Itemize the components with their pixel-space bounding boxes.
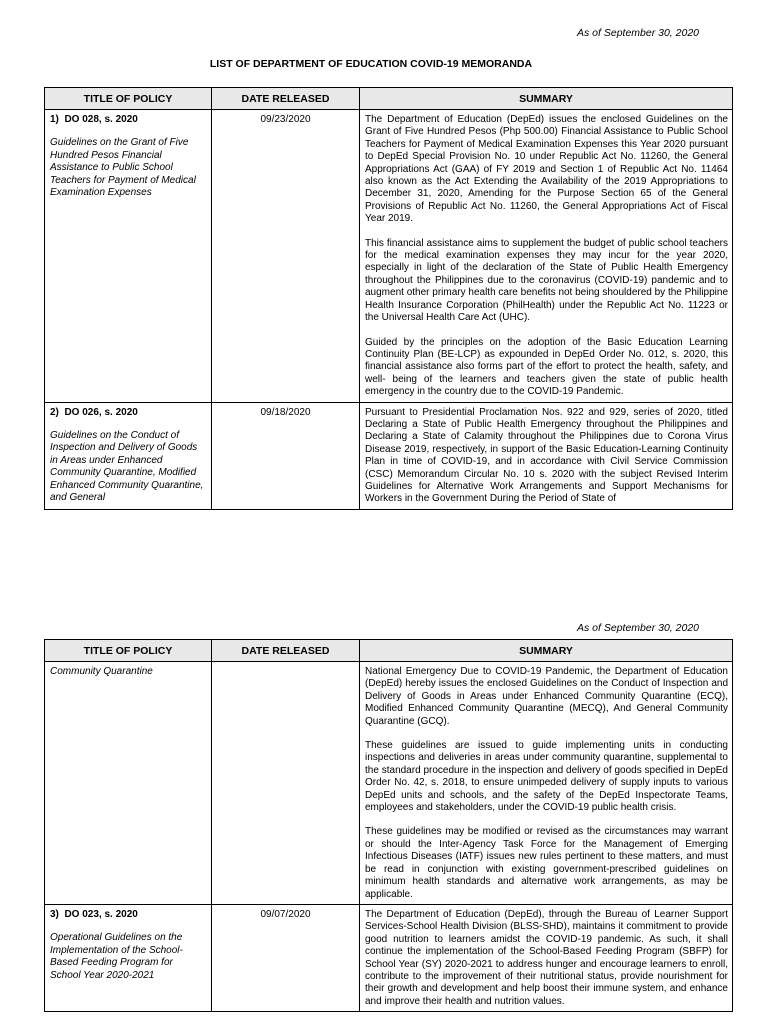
policy-number: 1) DO 028, s. 2020 xyxy=(50,114,138,125)
document-title: LIST OF DEPARTMENT OF EDUCATION COVID-19 MEMORANDA xyxy=(209,58,533,70)
summary-paragraph: This financial assistance aims to supplement the budget of public school teachers for the medical examination expenses they may incur for the year 2020, especially in light of the declaration of the State of Public Health Emergency throughout the Philippines due to the coronavirus (COVID-19) pandemic and to augment other primary health care benefits not being shouldered by the Philippine Health Insurance Corporation (PhilHealth) under the Republic Act No. 11223 or the Universal Health Care Act (UHC). xyxy=(365,237,729,324)
policy-title: Community Quarantine xyxy=(50,666,153,677)
date-released-cell xyxy=(212,662,360,905)
table-row xyxy=(45,662,733,905)
summary-paragraph: Guided by the principles on the adoption of the Basic Education Learning Continuity Plan (BE-LCP) as expounded in DepEd Order No. 012, s. 2020, this financial assistance also forms part of the effort to protect the health, safety, and well- being of the learners and teachers given the state of public health emergency in the country due to the COVID-19 Pandemic. xyxy=(365,336,728,398)
summary-paragraph: The Department of Education (DepEd), through the Bureau of Learner Support Services-School Health Division (BLSS-SHD), maintains it commitment to provide good nutrition to learners amidst the COVID-19 pandemic. As such, it shall continue the implementation of the School-Based Feeding Program (SBFP) for School Year (SY) 2020-2021 to address hunger and encourage learners to enroll, contribute to the improvement of their nutritional status, provide nourishment for their growth and development and help boost their immune system, and enhance and improve their health and nutrition values. xyxy=(365,908,728,1007)
header-summary: SUMMARY xyxy=(360,640,733,662)
header-date-released: DATE RELEASED xyxy=(212,640,360,662)
table-header-row xyxy=(45,88,733,110)
policy-cell xyxy=(45,904,212,1011)
policy-number: 2) DO 026, s. 2020 xyxy=(50,406,138,418)
summary-cell xyxy=(360,662,733,905)
table-header-row xyxy=(45,640,733,662)
memoranda-table xyxy=(44,639,733,1012)
policy-cell xyxy=(45,662,212,905)
policy-cell xyxy=(45,402,212,509)
summary-cell xyxy=(360,904,733,1011)
table-row xyxy=(45,110,733,403)
header-date-released: DATE RELEASED xyxy=(212,88,360,110)
date-released-cell: 09/23/2020 xyxy=(212,110,360,403)
header-title-of-policy: TITLE OF POLICY xyxy=(45,88,212,110)
header-summary: SUMMARY xyxy=(360,88,733,110)
policy-cell xyxy=(45,110,212,403)
summary-paragraph: The Department of Education (DepEd) issues the enclosed Guidelines on the Grant of Five Hundred Pesos (Php 500.00) Financial Assistance to Public School Teachers for Payment of Medical Examination Expenses this Year 2020 pursuant to DepEd Special Provision No. 10 under Republic Act No. 11260, the General Appropriations Act (GAA) of FY 2019 and Section 1 of Republic Act No. 11464 also known as the Act Extending the Availability of the 2019 Appropriations to December 31, 2020, Amending for the Purpose Section 65 of the General Provisions of Republic Act No. 11260, the General Appropriations Act of Fiscal Year 2019. xyxy=(365,114,728,225)
policy-number: 3) DO 023, s. 2020 xyxy=(50,908,138,920)
policy-title: Guidelines on the Conduct of Inspection and Delivery of Goods in Areas under Enhanced Community Quarantine, Modified Enhanced Community Quarantine, and General xyxy=(50,429,204,503)
summary-cell xyxy=(360,110,733,403)
policy-title: Guidelines on the Grant of Five Hundred Pesos Financial Assistance to Public School Teachers for Payment of Medical Examination Expenses xyxy=(50,137,196,199)
table-row xyxy=(45,402,733,509)
header-title-of-policy: TITLE OF POLICY xyxy=(45,640,212,662)
table-row xyxy=(45,904,733,1011)
date-released-cell: 09/07/2020 xyxy=(212,904,360,1011)
date-released-cell: 09/18/2020 xyxy=(212,402,360,509)
summary-cell xyxy=(360,402,733,509)
memoranda-table xyxy=(44,87,733,510)
summary-paragraph: National Emergency Due to COVID-19 Pandemic, the Department of Education (DepEd) hereby issues the enclosed Guidelines on the Conduct of Inspection and Delivery of Goods in Areas under Enhanced Community Quarantine (ECQ), Modified Enhanced Community Quarantine (MECQ), And General Community Quarantine (GCQ). xyxy=(365,666,728,727)
summary-paragraph: These guidelines are issued to guide implementing units in conducting inspections and deliveries in areas under community quarantine, supplemental to the standard procedure in the inspection and delivery of goods specified in DepEd Order No. 42, s. 2018, to ensure unimpeded delivery of supply inputs to various DepEd units and schools, and the safety of the DepEd Inspectorate Teams, employees and stakeholders, under the COVID-19 public health crisis. xyxy=(365,740,728,814)
as-of-date: As of September 30, 2020 xyxy=(577,27,699,39)
as-of-date: As of September 30, 2020 xyxy=(577,622,699,634)
policy-title: Operational Guidelines on the Implementation of the School-Based Feeding Program for School Year 2020-2021 xyxy=(50,932,183,981)
summary-paragraph: These guidelines may be modified or revised as the circumstances may warrant or should the Inter-Agency Task Force for the Management of Emerging Infectious Diseases (IATF) issues new rules pertinent to these matters, and must be read in conjunction with existing government-prescribed guidelines on minimum health standards and alternative work arrangements, as may be applicable. xyxy=(365,826,728,900)
summary-paragraph: Pursuant to Presidential Proclamation Nos. 922 and 929, series of 2020, titled Declaring a State of Public Health Emergency throughout the Philippines and Declaring a State of Calamity throughout the Philippines due to Corona Virus Disease 2019, respectively, in support of the Basic Education-Learning Continuity Plan in time of COVID-19, and in accordance with Civil Service Commission (CSC) Memorandum Circular No. 10 s. 2020 with the subject Revised Interim Guidelines for Alternative Work Arrangements and Support Mechanisms for Workers in the Government During the Period of State of xyxy=(365,406,728,505)
